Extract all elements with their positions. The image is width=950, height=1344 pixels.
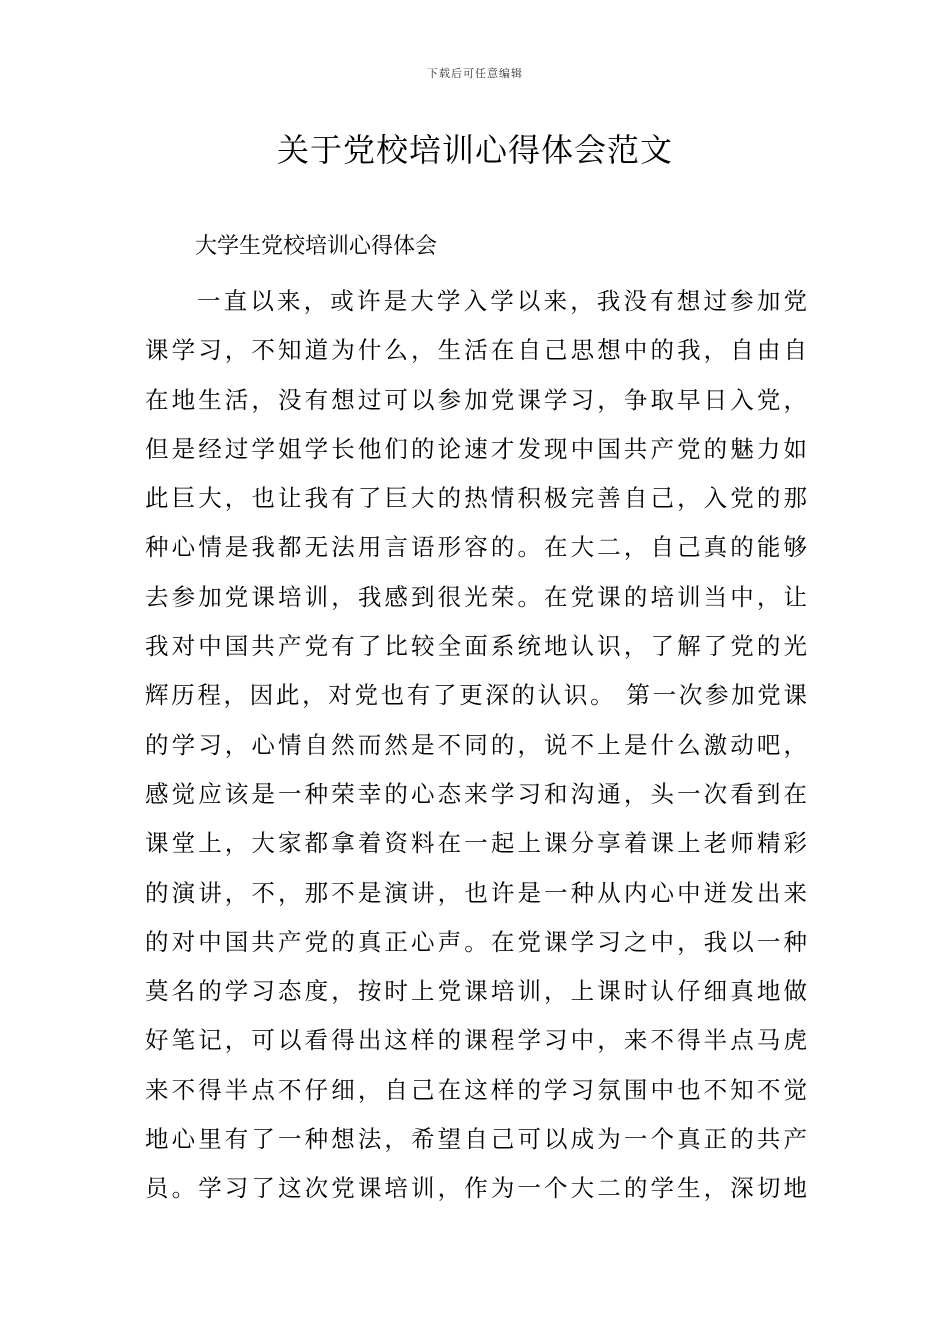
body-line: 但是经过学姐学长他们的论速才发现中国共产党的魅力如 [145,434,807,463]
body-line: 莫名的学习态度，按时上党课培训，上课时认仔细真地做 [145,977,807,1006]
body-line: 一直以来，或许是大学入学以来，我没有想过参加党 [197,287,807,315]
body-text [145,281,807,1218]
section-heading: 大学生党校培训心得体会 [195,234,438,259]
body-line: 来不得半点不仔细，自己在这样的学习氛围中也不知不觉 [145,1075,807,1104]
body-line: 的学习，心情自然而然是不同的，说不上是什么激动吧， [145,730,807,759]
document-title: 关于党校培训心得体会范文 [276,131,673,169]
body-line: 去参加党课培训，我感到很光荣。在党课的培训当中，让 [145,582,807,611]
body-line: 在地生活，没有想过可以参加党课学习，争取早日入党， [145,385,807,414]
page-header-note: 下载后可任意编辑 [427,67,523,80]
body-line: 此巨大，也让我有了巨大的热情积极完善自己，入党的那 [145,484,807,513]
body-line: 感觉应该是一种荣幸的心态来学习和沟通，头一次看到在 [145,779,807,808]
body-line: 辉历程，因此，对党也有了更深的认识。 第一次参加党课 [145,681,807,710]
body-line: 好笔记，可以看得出这样的课程学习中，来不得半点马虎 [145,1026,807,1055]
body-line: 课学习，不知道为什么，生活在自己思想中的我，自由自 [145,336,807,365]
body-line: 地心里有了一种想法，希望自己可以成为一个真正的共产 [145,1125,807,1154]
body-line: 的演讲，不，那不是演讲，也许是一种从内心中迸发出来 [145,878,807,907]
body-line: 课堂上，大家都拿着资料在一起上课分享着课上老师精彩 [145,829,807,858]
body-line: 我对中国共产党有了比较全面系统地认识，了解了党的光 [145,632,807,661]
body-line: 员。学习了这次党课培训，作为一个大二的学生，深切地 [145,1174,807,1203]
body-line: 种心情是我都无法用言语形容的。在大二，自己真的能够 [145,533,807,562]
body-line: 的对中国共产党的真正心声。在党课学习之中，我以一种 [145,927,807,956]
